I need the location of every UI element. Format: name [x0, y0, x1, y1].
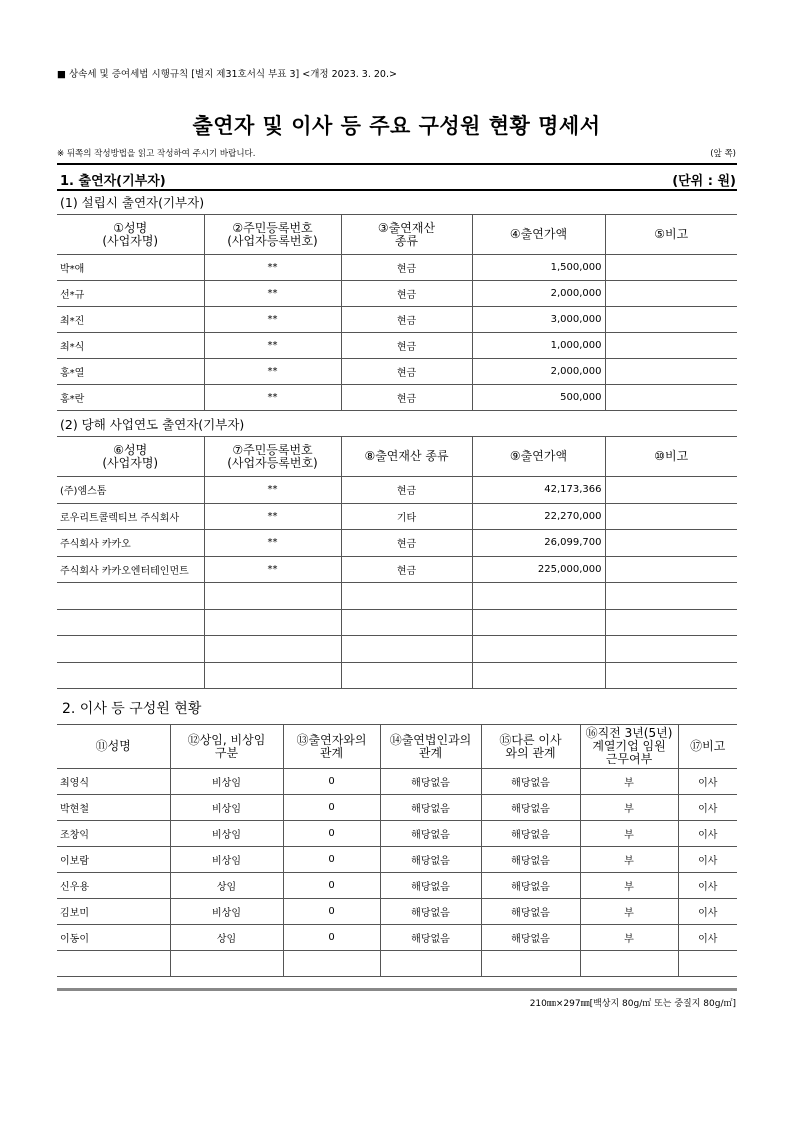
table-cell — [57, 609, 204, 636]
table-cell: 해당없음 — [380, 925, 481, 951]
table-cell: 이사 — [678, 873, 737, 899]
top-rule — [57, 163, 737, 165]
table-cell — [204, 662, 341, 689]
table-cell: 현금 — [341, 333, 472, 359]
table-row — [57, 333, 737, 359]
table-cell: 해당없음 — [380, 769, 481, 795]
table-cell: 부 — [580, 821, 678, 847]
table-cell — [57, 583, 204, 610]
table-cell — [472, 636, 605, 663]
table-cell: 26,099,700 — [472, 530, 605, 557]
table-row — [57, 609, 737, 636]
table-cell: ** — [204, 281, 341, 307]
column-header: ①성명 (사업자명) — [57, 215, 204, 255]
table-row — [57, 477, 737, 504]
table-cell: ** — [204, 503, 341, 530]
table-cell — [472, 662, 605, 689]
table-cell: 해당없음 — [380, 899, 481, 925]
table-cell — [605, 556, 737, 583]
table-cell: 1,000,000 — [472, 333, 605, 359]
table-cell: 로우리트콜렉티브 주식회사 — [57, 503, 204, 530]
founding-donors-table — [57, 214, 737, 411]
table-cell: 상임 — [170, 925, 283, 951]
founding-donors-title: (1) 설립시 출연자(기부자) — [60, 195, 205, 210]
table-cell: 해당없음 — [481, 769, 580, 795]
table-cell: 부 — [580, 925, 678, 951]
column-header: ②주민등록번호 (사업자등록번호) — [204, 215, 341, 255]
table-cell: 0 — [283, 795, 380, 821]
table-cell: 현금 — [341, 281, 472, 307]
table-row — [57, 385, 737, 411]
table-cell — [605, 530, 737, 557]
table-cell — [605, 662, 737, 689]
table-cell: ** — [204, 359, 341, 385]
table-row — [57, 255, 737, 281]
column-header: ⑭출연법인과의 관계 — [380, 725, 481, 769]
table-cell: 박현철 — [57, 795, 170, 821]
unit-label: (단위 : 원) — [672, 174, 736, 189]
table-cell: 비상임 — [170, 769, 283, 795]
table-cell — [580, 951, 678, 977]
column-header: ⑯직전 3년(5년) 계열기업 임원 근무여부 — [580, 725, 678, 769]
table-cell: 이사 — [678, 821, 737, 847]
table-cell: ** — [204, 307, 341, 333]
table-cell: ** — [204, 333, 341, 359]
table-cell: 2,000,000 — [472, 281, 605, 307]
column-header: ④출연가액 — [472, 215, 605, 255]
table-cell: 조창익 — [57, 821, 170, 847]
table-cell — [283, 951, 380, 977]
page-title: 출연자 및 이사 등 주요 구성원 현황 명세서 — [192, 114, 601, 138]
table-cell: 1,500,000 — [472, 255, 605, 281]
table-row — [57, 769, 737, 795]
table-cell — [678, 951, 737, 977]
table-cell — [605, 281, 737, 307]
table-cell: 해당없음 — [481, 925, 580, 951]
column-header: ⑨출연가액 — [472, 437, 605, 477]
table-cell: ** — [204, 385, 341, 411]
table-cell — [204, 636, 341, 663]
table-cell: 이사 — [678, 899, 737, 925]
table-row — [57, 530, 737, 557]
table-row — [57, 281, 737, 307]
table-cell: 현금 — [341, 307, 472, 333]
table-cell: 상임 — [170, 873, 283, 899]
table-cell: 해당없음 — [481, 873, 580, 899]
table-header-row — [57, 437, 737, 477]
table-cell: 최*식 — [57, 333, 204, 359]
table-row — [57, 503, 737, 530]
table-cell: 박*애 — [57, 255, 204, 281]
table-cell: 주식회사 카카오엔터테인먼트 — [57, 556, 204, 583]
table-cell: 최영식 — [57, 769, 170, 795]
column-header: ⑩비고 — [605, 437, 737, 477]
table-cell: 해당없음 — [380, 873, 481, 899]
table-cell: 현금 — [341, 477, 472, 504]
table-cell — [170, 951, 283, 977]
table-cell — [341, 609, 472, 636]
table-cell: 부 — [580, 795, 678, 821]
table-row — [57, 636, 737, 663]
table-cell: 해당없음 — [380, 795, 481, 821]
section2-title: 2. 이사 등 구성원 현황 — [62, 701, 202, 717]
table-cell: 현금 — [341, 255, 472, 281]
table-cell — [605, 609, 737, 636]
table-cell: 해당없음 — [380, 847, 481, 873]
table-cell: 해당없음 — [380, 821, 481, 847]
table-cell: 비상임 — [170, 847, 283, 873]
table-cell: 비상임 — [170, 795, 283, 821]
table-cell: 비상임 — [170, 821, 283, 847]
table-cell: 부 — [580, 899, 678, 925]
table-cell: 해당없음 — [481, 821, 580, 847]
table-cell — [605, 503, 737, 530]
table-row — [57, 847, 737, 873]
table-cell: 0 — [283, 769, 380, 795]
table-cell: 0 — [283, 821, 380, 847]
table-cell: (주)엠스톰 — [57, 477, 204, 504]
table-cell: 이사 — [678, 925, 737, 951]
table-cell: 해당없음 — [481, 899, 580, 925]
column-header: ⑦주민등록번호 (사업자등록번호) — [204, 437, 341, 477]
table-cell: ** — [204, 556, 341, 583]
table-cell — [57, 951, 170, 977]
section1-rule — [57, 189, 737, 191]
table-cell — [605, 307, 737, 333]
table-cell: ** — [204, 477, 341, 504]
table-cell: 2,000,000 — [472, 359, 605, 385]
table-cell: 최*진 — [57, 307, 204, 333]
column-header: ⑥성명 (사업자명) — [57, 437, 204, 477]
table-cell — [341, 662, 472, 689]
table-cell: 신우용 — [57, 873, 170, 899]
section1-title: 1. 출연자(기부자) — [60, 174, 166, 189]
column-header: ⑰비고 — [678, 725, 737, 769]
table-cell: 500,000 — [472, 385, 605, 411]
table-cell — [605, 583, 737, 610]
table-cell — [605, 255, 737, 281]
current-donors-title: (2) 당해 사업연도 출연자(기부자) — [60, 417, 245, 432]
table-cell: 주식회사 카카오 — [57, 530, 204, 557]
table-row — [57, 873, 737, 899]
table-cell: 부 — [580, 847, 678, 873]
column-header: ⑮다른 이사 와의 관계 — [481, 725, 580, 769]
table-cell — [605, 359, 737, 385]
table-cell: 홍*열 — [57, 359, 204, 385]
table-cell — [204, 583, 341, 610]
column-header: ⑤비고 — [605, 215, 737, 255]
column-header: ③출연재산 종류 — [341, 215, 472, 255]
table-cell: 현금 — [341, 556, 472, 583]
table-cell — [204, 609, 341, 636]
table-cell — [341, 583, 472, 610]
table-cell: 비상임 — [170, 899, 283, 925]
table-cell: 0 — [283, 873, 380, 899]
table-cell: 225,000,000 — [472, 556, 605, 583]
page-side-label: (앞 쪽) — [710, 149, 736, 159]
table-cell: 해당없음 — [481, 795, 580, 821]
table-cell — [472, 609, 605, 636]
table-cell — [605, 333, 737, 359]
table-cell — [341, 636, 472, 663]
table-cell: 22,270,000 — [472, 503, 605, 530]
table-cell: ** — [204, 255, 341, 281]
table-cell: 이동이 — [57, 925, 170, 951]
table-row — [57, 899, 737, 925]
table-cell: 0 — [283, 925, 380, 951]
table-cell — [57, 662, 204, 689]
table-row — [57, 556, 737, 583]
table-row — [57, 662, 737, 689]
table-cell: 이사 — [678, 847, 737, 873]
table-cell — [605, 636, 737, 663]
table-cell: 부 — [580, 769, 678, 795]
bottom-rule — [57, 988, 737, 991]
table-row — [57, 359, 737, 385]
table-cell: 홍*란 — [57, 385, 204, 411]
table-cell — [380, 951, 481, 977]
table-cell: 이보람 — [57, 847, 170, 873]
table-cell: 0 — [283, 847, 380, 873]
table-cell: ** — [204, 530, 341, 557]
table-cell: 현금 — [341, 530, 472, 557]
table-cell — [605, 385, 737, 411]
table-row — [57, 307, 737, 333]
table-cell: 이사 — [678, 795, 737, 821]
table-cell: 현금 — [341, 385, 472, 411]
column-header: ⑪성명 — [57, 725, 170, 769]
table-cell — [481, 951, 580, 977]
table-header-row — [57, 725, 737, 769]
instruction-note: ※ 뒤쪽의 작성방법을 읽고 작성하여 주시기 바랍니다. — [57, 149, 256, 159]
table-row — [57, 821, 737, 847]
table-cell — [605, 477, 737, 504]
table-cell — [57, 636, 204, 663]
table-cell: 0 — [283, 899, 380, 925]
table-cell: 현금 — [341, 359, 472, 385]
table-cell: 3,000,000 — [472, 307, 605, 333]
current-donors-table — [57, 436, 737, 689]
table-cell: 기타 — [341, 503, 472, 530]
table-cell: 김보미 — [57, 899, 170, 925]
table-cell: 선*규 — [57, 281, 204, 307]
table-cell: 부 — [580, 873, 678, 899]
table-cell: 해당없음 — [481, 847, 580, 873]
table-row — [57, 951, 737, 977]
members-table — [57, 724, 737, 977]
column-header: ⑬출연자와의 관계 — [283, 725, 380, 769]
column-header: ⑧출연재산 종류 — [341, 437, 472, 477]
table-cell: 이사 — [678, 769, 737, 795]
law-reference: ■ 상속세 및 증여세법 시행규칙 [별지 제31호서식 부표 3] <개정 2023. 3. 20.> — [57, 69, 397, 80]
column-header: ⑫상임, 비상임 구분 — [170, 725, 283, 769]
table-cell: 42,173,366 — [472, 477, 605, 504]
table-row — [57, 583, 737, 610]
table-cell — [472, 583, 605, 610]
paper-spec: 210㎜×297㎜[백상지 80g/㎡ 또는 중질지 80g/㎡] — [529, 999, 736, 1009]
table-header-row — [57, 215, 737, 255]
table-row — [57, 925, 737, 951]
table-row — [57, 795, 737, 821]
